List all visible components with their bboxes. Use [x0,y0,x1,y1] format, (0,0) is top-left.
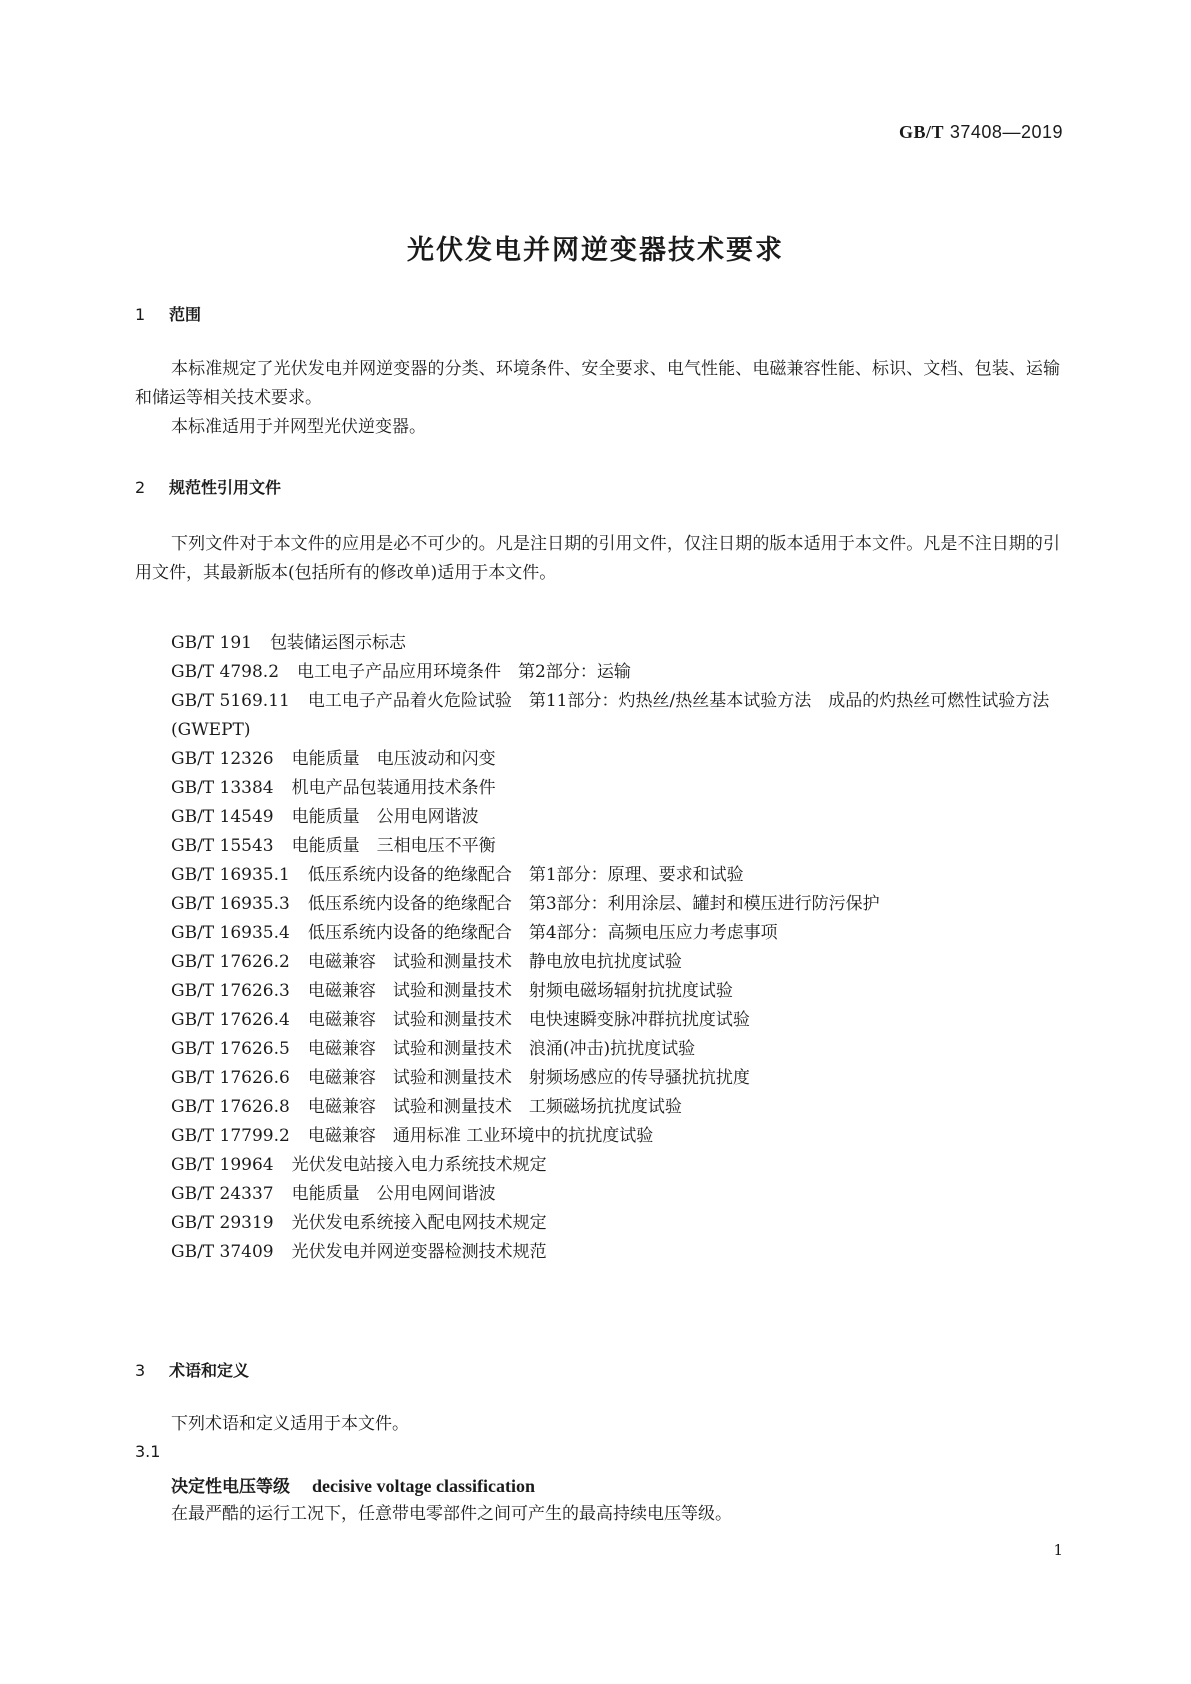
section-title: 规范性引用文件 [169,478,282,497]
reference-title: 电磁兼容 试验和测量技术 电快速瞬变脉冲群抗扰度试验 [307,1010,750,1030]
reference-code: GB/T 17626.4 [171,1010,290,1030]
reference-title: 电能质量 公用电网谐波 [291,807,479,827]
reference-code: GB/T 17626.6 [171,1068,290,1088]
reference-title: 包装储运图示标志 [270,633,406,653]
section-title: 术语和定义 [169,1361,250,1380]
scope-paragraph-2: 本标准适用于并网型光伏逆变器。 [171,417,426,437]
reference-title: 光伏发电系统接入配电网技术规定 [291,1213,547,1233]
section-number: 2 [135,478,146,497]
reference-title: 电工电子产品应用环境条件 第2部分：运输 [297,662,631,682]
reference-code: GB/T 16935.3 [171,894,290,914]
reference-item [171,1035,1061,1064]
scope-paragraph-1: 本标准规定了光伏发电并网逆变器的分类、环境条件、安全要求、电气性能、电磁兼容性能、标识、文档、包装、运输和储运等相关技术要求。 [135,359,1060,408]
section-number: 3 [135,1361,146,1380]
section-1-heading [135,302,201,325]
reference-title: 电能质量 公用电网间谐波 [291,1184,496,1204]
reference-title: 电磁兼容 试验和测量技术 浪涌(冲击)抗扰度试验 [307,1039,696,1059]
reference-item [171,948,1061,977]
reference-item [171,1064,1061,1093]
reference-title: 电磁兼容 试验和测量技术 射频场感应的传导骚扰抗扰度 [307,1068,750,1088]
section-3-heading [135,1358,249,1381]
reference-item [171,1151,1061,1180]
reference-code: GB/T 19964 [171,1155,274,1175]
standard-number [899,122,1063,143]
reference-code: GB/T 24337 [171,1184,274,1204]
reference-code: GB/T 15543 [171,836,274,856]
reference-code: GB/T 5169.11 [171,691,290,711]
page-number: 1 [1053,1541,1063,1559]
reference-item [171,977,1061,1006]
reference-item [171,1238,1061,1267]
reference-code: GB/T 13384 [171,778,274,798]
reference-title: 低压系统内设备的绝缘配合 第1部分：原理、要求和试验 [307,865,744,885]
reference-code: GB/T 16935.4 [171,923,290,943]
reference-item [171,774,1061,803]
terms-intro-paragraph: 下列术语和定义适用于本文件。 [171,1414,409,1434]
reference-item [171,658,1061,687]
reference-title: 光伏发电并网逆变器检测技术规范 [291,1242,547,1262]
reference-code: GB/T 17626.5 [171,1039,290,1059]
term-english: decisive voltage classification [312,1476,535,1496]
reference-title: 电磁兼容 试验和测量技术 工频磁场抗扰度试验 [307,1097,682,1117]
reference-code: GB/T 12326 [171,749,274,769]
reference-item [171,629,1061,658]
reference-code: GB/T 191 [171,633,252,653]
reference-title: 低压系统内设备的绝缘配合 第3部分：利用涂层、罐封和模压进行防污保护 [307,894,880,914]
reference-title: 电磁兼容 通用标准 工业环境中的抗扰度试验 [307,1126,654,1146]
section-title: 范围 [169,305,202,324]
reference-title: 低压系统内设备的绝缘配合 第4部分：高频电压应力考虑事项 [307,923,778,943]
reference-item [171,890,1061,919]
reference-list [171,629,1061,1267]
reference-item [171,1209,1061,1238]
reference-item [171,803,1061,832]
reference-code: GB/T 16935.1 [171,865,290,885]
reference-title: 机电产品包装通用技术条件 [291,778,496,798]
reference-item [171,687,1061,745]
standard-code: 37408—2019 [949,122,1063,142]
reference-item [171,1180,1061,1209]
reference-item [171,1122,1061,1151]
reference-item [171,745,1061,774]
term-definition: 在最严酷的运行工况下，任意带电零部件之间可产生的最高持续电压等级。 [171,1504,732,1524]
document-title: 光伏发电并网逆变器技术要求 [407,235,784,266]
reference-title: 电磁兼容 试验和测量技术 射频电磁场辐射抗扰度试验 [307,981,733,1001]
reference-code: GB/T 17799.2 [171,1126,290,1146]
reference-code: GB/T 17626.3 [171,981,290,1001]
clause-number: 3.1 [135,1442,161,1461]
reference-code: GB/T 37409 [171,1242,274,1262]
standard-prefix: GB/T [898,122,944,142]
reference-item [171,1006,1061,1035]
reference-item [171,1093,1061,1122]
section-number: 1 [135,305,146,324]
reference-item [171,861,1061,890]
reference-title: 电工电子产品着火危险试验 第11部分：灼热丝/热丝基本试验方法 成品的灼热丝可燃性试验方法(GWEPT) [171,691,1050,740]
reference-item [171,832,1061,861]
reference-title: 电磁兼容 试验和测量技术 静电放电抗扰度试验 [307,952,682,972]
reference-code: GB/T 17626.8 [171,1097,290,1117]
term-chinese: 决定性电压等级 [171,1477,290,1497]
term-heading [171,1472,535,1497]
reference-code: GB/T 29319 [171,1213,274,1233]
reference-title: 电能质量 三相电压不平衡 [291,836,496,856]
reference-title: 光伏发电站接入电力系统技术规定 [291,1155,547,1175]
section-2-heading [135,475,281,498]
reference-title: 电能质量 电压波动和闪变 [291,749,496,769]
reference-item [171,919,1061,948]
normative-intro-paragraph: 下列文件对于本文件的应用是必不可少的。凡是注日期的引用文件，仅注日期的版本适用于本文件。凡是不注日期的引用文件，其最新版本(包括所有的修改单)适用于本文件。 [135,534,1060,583]
reference-code: GB/T 17626.2 [171,952,290,972]
reference-code: GB/T 14549 [171,807,274,827]
reference-code: GB/T 4798.2 [171,662,280,682]
